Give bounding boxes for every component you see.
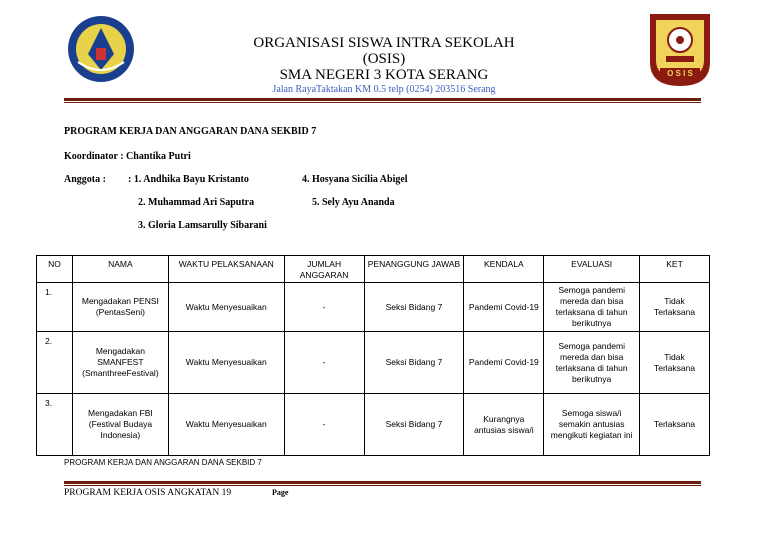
footer-rule-thin [64,485,701,486]
table-header-row [37,256,710,283]
cell-kendala: Kurangnya antusias siswa/i [464,394,544,456]
table-caption: PROGRAM KERJA DAN ANGGARAN DANA SEKBID 7 [64,458,262,467]
cell-jumlah: - [284,332,364,394]
header-ket: KET [640,256,710,283]
header-rule-thin [64,102,701,103]
header-no: NO [37,256,73,283]
table-row [37,283,710,332]
header-pj: PENANGGUNG JAWAB [364,256,464,283]
program-table [36,255,710,456]
cell-no: 3. [37,394,73,456]
cell-ket: Tidak Terlaksana [640,283,710,332]
member-3: 3. Gloria Lamsarully Sibarani [138,220,267,231]
footer-page: Page [272,488,289,497]
coordinator: Koordinator : Chantika Putri [64,151,191,162]
member-2: 2. Muhammad Ari Saputra [138,197,255,208]
school-name: SMA NEGERI 3 KOTA SERANG [279,67,489,83]
member-4: 4. Hosyana Sicilia Abigel [302,174,408,185]
header-kendala: KENDALA [464,256,544,283]
footer-rule [64,481,701,484]
table-row [37,332,710,394]
cell-nama: Mengadakan FBI (Festival Budaya Indonesia) [72,394,168,456]
cell-waktu: Waktu Menyesuaikan [168,394,284,456]
header-evaluasi: EVALUASI [544,256,640,283]
header-jumlah: JUMLAH ANGGARAN [284,256,364,283]
cell-ket: Terlaksana [640,394,710,456]
cell-ket: Tidak Terlaksana [640,332,710,394]
header-waktu: WAKTU PELAKSANAAN [168,256,284,283]
member-5: 5. Sely Ayu Ananda [312,197,395,208]
school-logo [66,14,136,84]
cell-waktu: Waktu Menyesuaikan [168,283,284,332]
cell-pj: Seksi Bidang 7 [364,394,464,456]
cell-nama: Mengadakan SMANFEST (SmanthreeFestival) [72,332,168,394]
header-rule [64,98,701,101]
school-address: Jalan RayaTaktakan KM 0.5 telp (0254) 203516 Serang [272,84,496,95]
cell-pj: Seksi Bidang 7 [364,332,464,394]
org-abbrev: (OSIS) [362,51,406,67]
members-label: Anggota : [64,174,106,185]
cell-jumlah: - [284,283,364,332]
cell-evaluasi: Semoga pandemi mereda dan bisa terlaksana di tahun berikutnya [544,332,640,394]
member-1: : 1. Andhika Bayu Kristanto [128,174,249,185]
footer-label: PROGRAM KERJA OSIS ANGKATAN 19 [64,488,232,498]
cell-jumlah: - [284,394,364,456]
cell-kendala: Pandemi Covid-19 [464,332,544,394]
svg-text:O S I S: O S I S [667,69,693,78]
header-nama: NAMA [72,256,168,283]
cell-evaluasi: Semoga pandemi mereda dan bisa terlaksana di tahun berikutnya [544,283,640,332]
org-name: ORGANISASI SISWA INTRA SEKOLAH [253,35,515,51]
cell-no: 1. [37,283,73,332]
cell-no: 2. [37,332,73,394]
cell-pj: Seksi Bidang 7 [364,283,464,332]
table-row [37,394,710,456]
cell-kendala: Pandemi Covid-19 [464,283,544,332]
cell-waktu: Waktu Menyesuaikan [168,332,284,394]
program-title: PROGRAM KERJA DAN ANGGARAN DANA SEKBID 7 [64,126,317,137]
cell-nama: Mengadakan PENSI (PentasSeni) [72,283,168,332]
osis-logo [648,12,712,88]
cell-evaluasi: Semoga siswa/i semakin antusias mengikuti kegiatan ini [544,394,640,456]
